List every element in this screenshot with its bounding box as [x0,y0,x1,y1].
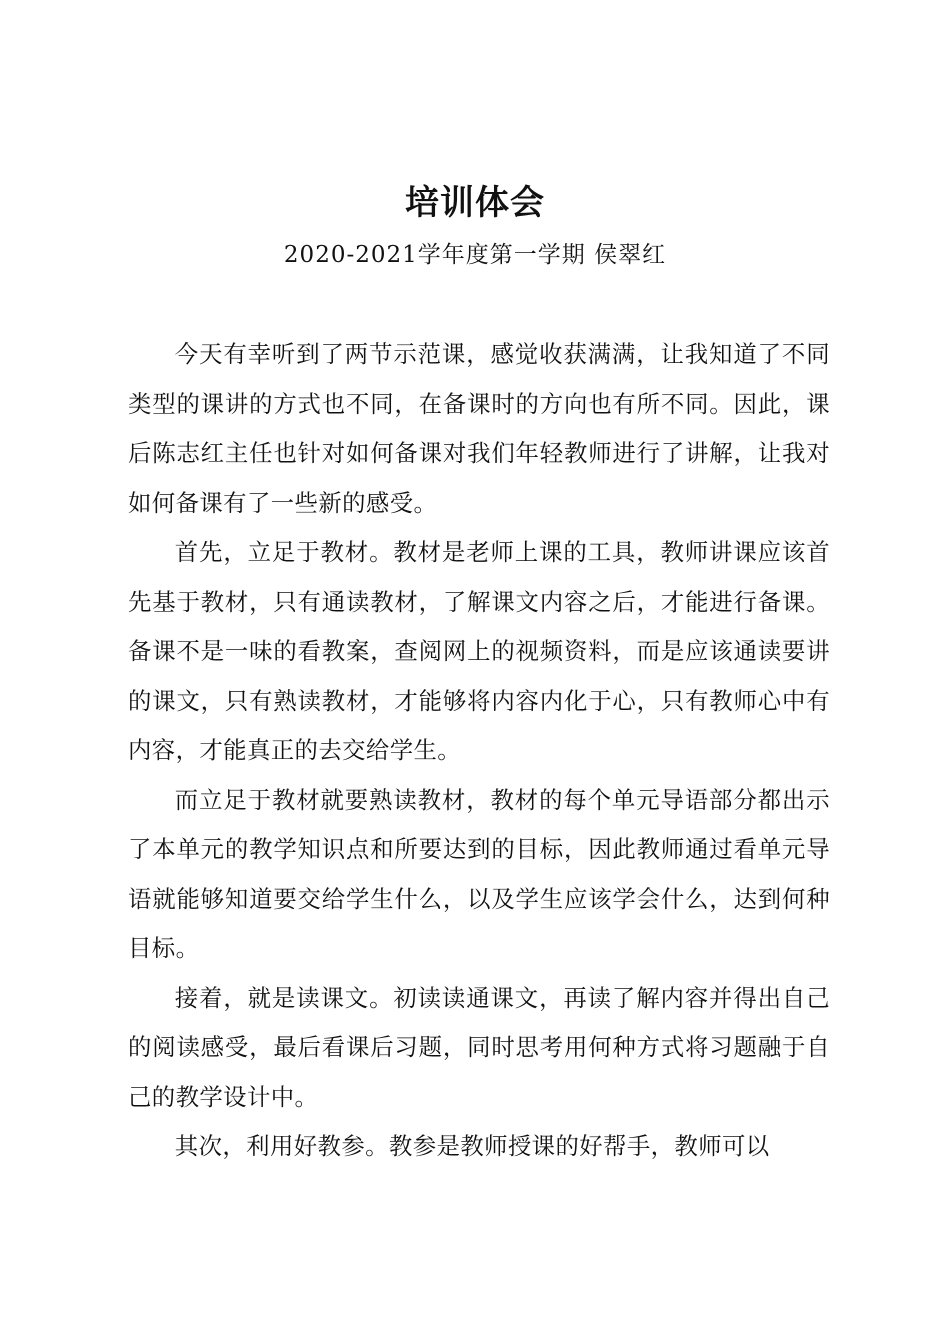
document-subtitle: 2020-2021学年度第一学期 侯翠红 [283,242,667,268]
paragraph: 而立足于教材就要熟读教材，教材的每个单元导语部分都出示了本单元的教学知识点和所要达到的目标，因此教师通过看单元导语就能够知道要交给学生什么，以及学生应该学会什么，达到何种目标。 [128,785,830,962]
document-title: 培训体会 [405,183,545,223]
document-body [128,330,830,1172]
paragraph: 接着，就是读课文。初读读通课文，再读了解内容并得出自己的阅读感受，最后看课后习题，同时思考用何种方式将习题融于自己的教学设计中。 [128,983,830,1111]
paragraph: 今天有幸听到了两节示范课，感觉收获满满，让我知道了不同类型的课讲的方式也不同，在备课时的方向也有所不同。因此，课后陈志红主任也针对如何备课对我们年轻教师进行了讲解，让我对如何备课有了一些新的感受。 [128,340,830,517]
paragraph: 首先，立足于教材。教材是老师上课的工具，教师讲课应该首先基于教材，只有通读教材，了解课文内容之后，才能进行备课。备课不是一味的看教案，查阅网上的视频资料，而是应该通读要讲的课文，只有熟读教材，才能够将内容内化于心，只有教师心中有内容，才能真正的去交给学生。 [128,538,830,764]
paragraph: 其次，利用好教参。教参是教师授课的好帮手，教师可以 [174,1132,770,1160]
